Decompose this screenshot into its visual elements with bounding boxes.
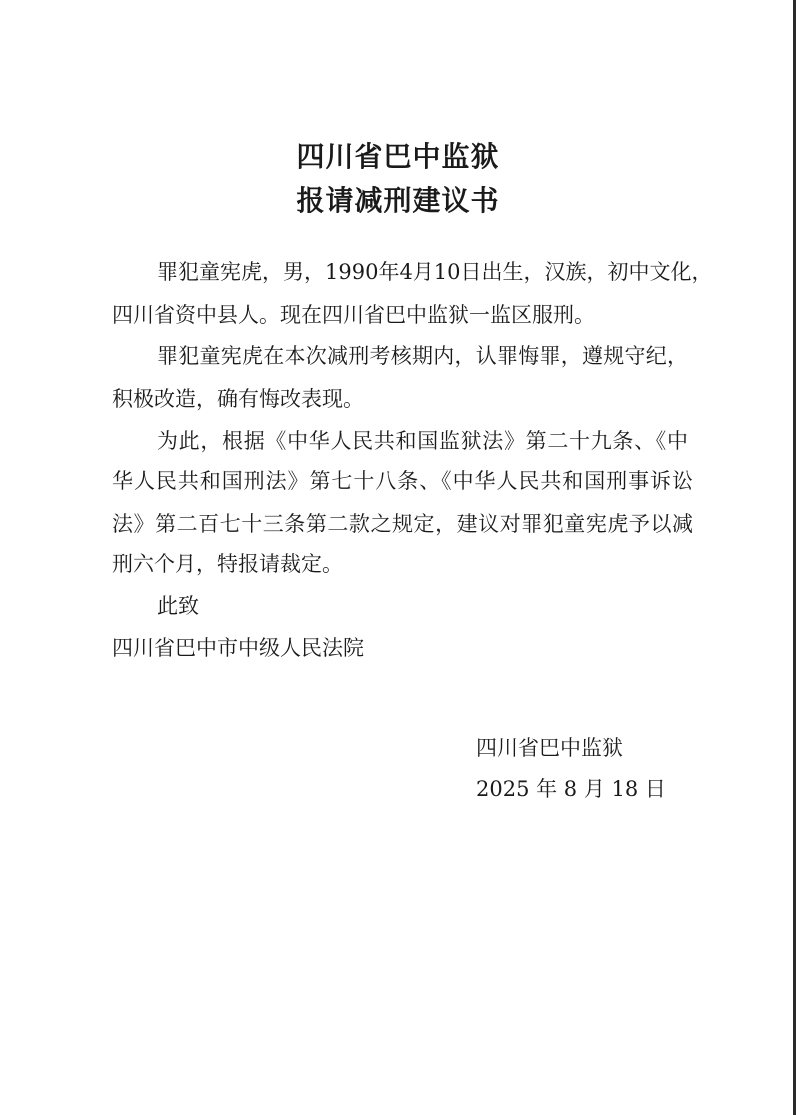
salutation: 此致 — [157, 594, 199, 618]
paragraph-3-line-1: 为此，根据《中华人民共和国监狱法》第二十九条、《中 — [157, 429, 688, 453]
document-title-line-2: 报请减刑建议书 — [296, 184, 500, 217]
paragraph-2-line-1: 罪犯童宪虎在本次减刑考核期内，认罪悔罪，遵规守纪， — [157, 344, 688, 368]
paragraph-3-line-4: 刑六个月，特报请裁定。 — [112, 552, 343, 576]
paragraph-2-line-2: 积极改造，确有悔改表现。 — [112, 387, 364, 411]
recipient: 四川省巴中市中级人民法院 — [112, 636, 364, 660]
signature-date: 2025 年 8 月 18 日 — [476, 777, 666, 801]
paragraph-1-line-1: 罪犯童宪虎，男，1990年4月10日出生，汉族，初中文化， — [157, 260, 713, 284]
paragraph-1-line-2: 四川省资中县人。现在四川省巴中监狱一监区服刑。 — [112, 303, 595, 327]
signature-organization: 四川省巴中监狱 — [476, 736, 623, 760]
paragraph-3-line-2: 华人民共和国刑法》第七十八条、《中华人民共和国刑事诉讼 — [112, 469, 693, 493]
document-title-line-1: 四川省巴中监狱 — [296, 140, 500, 173]
paragraph-3-line-3: 法》第二百七十三条第二款之规定，建议对罪犯童宪虎予以减 — [112, 512, 693, 536]
